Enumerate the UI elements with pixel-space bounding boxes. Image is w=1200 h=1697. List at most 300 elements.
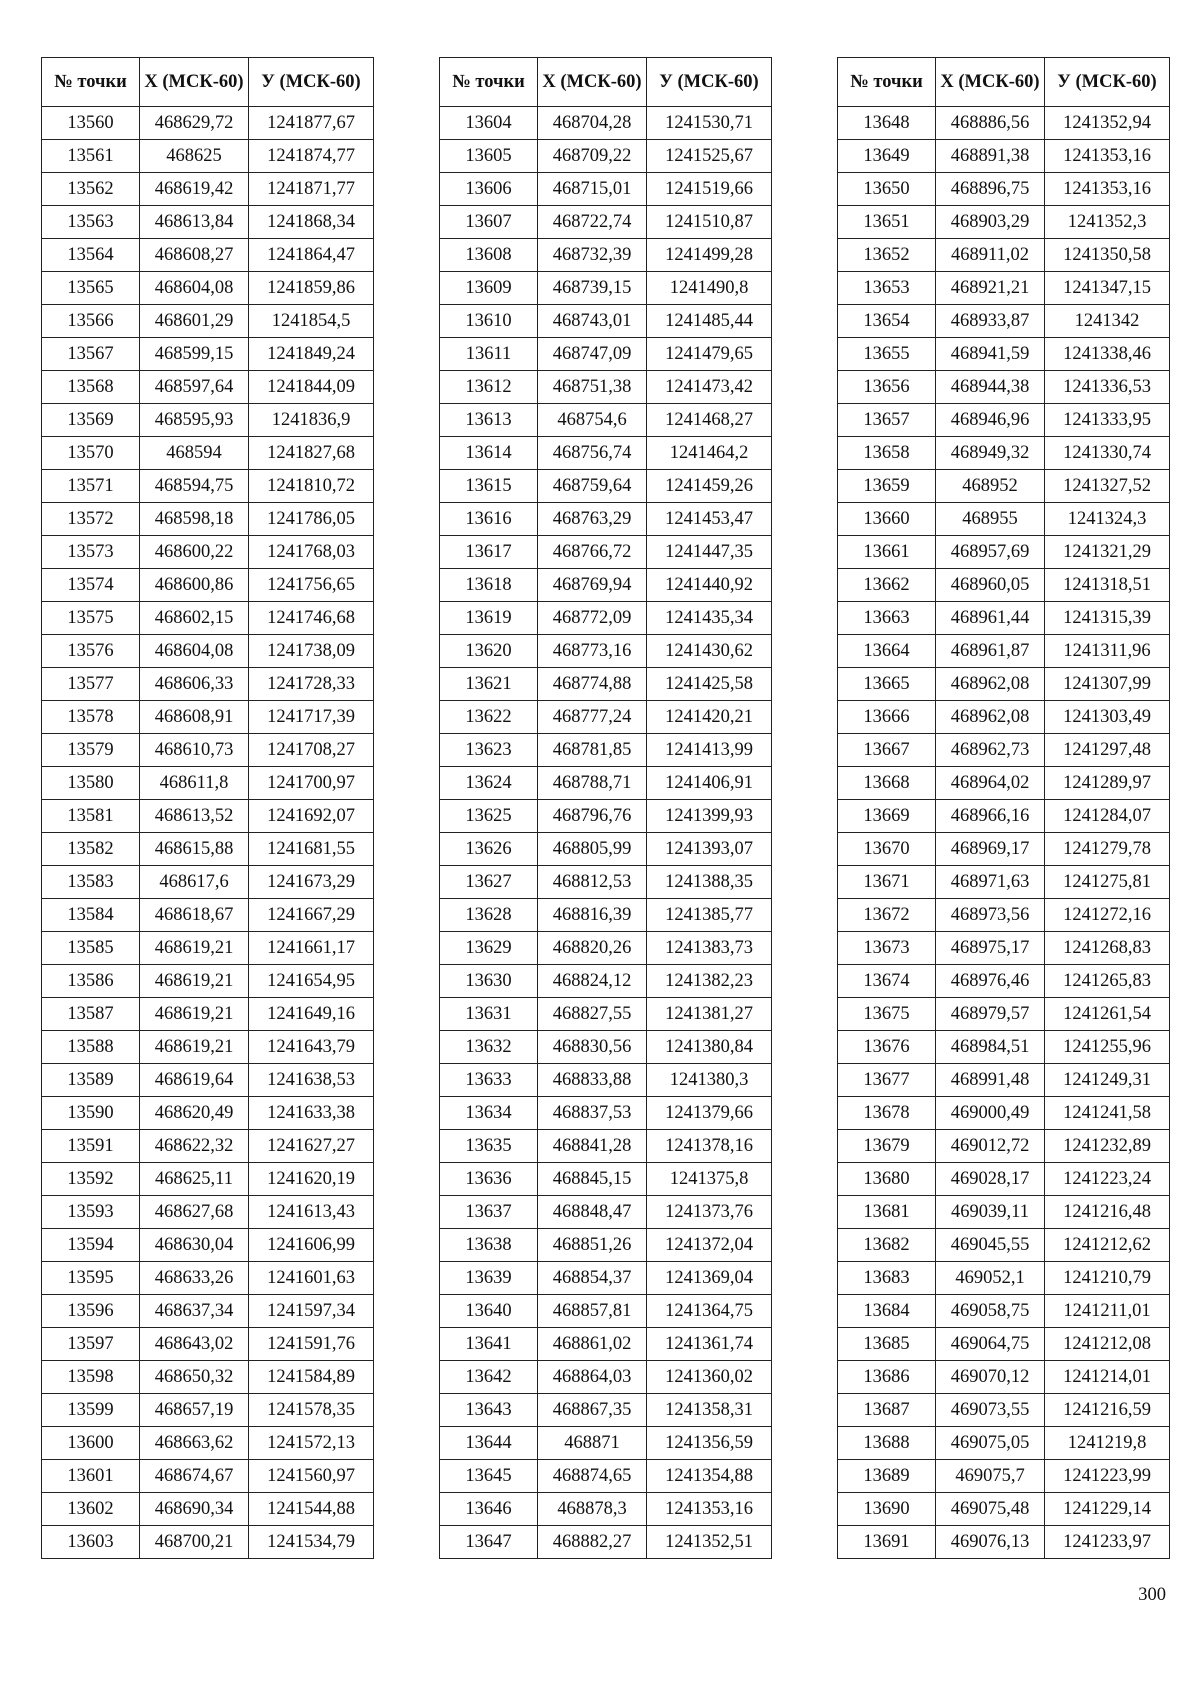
table-row	[838, 437, 1170, 470]
cell-y-coordinate: 1241233,97	[1045, 1526, 1170, 1559]
cell-y-coordinate: 1241810,72	[249, 470, 374, 503]
cell-y-coordinate: 1241572,13	[249, 1427, 374, 1460]
cell-y-coordinate: 1241868,34	[249, 206, 374, 239]
table-row	[440, 1295, 772, 1328]
cell-y-coordinate: 1241352,94	[1045, 107, 1170, 140]
cell-point-number: 13560	[42, 107, 140, 140]
table-row	[440, 1394, 772, 1427]
cell-point-number: 13602	[42, 1493, 140, 1526]
cell-point-number: 13634	[440, 1097, 538, 1130]
table-row	[42, 1295, 374, 1328]
cell-point-number: 13677	[838, 1064, 936, 1097]
cell-point-number: 13655	[838, 338, 936, 371]
table-row	[42, 800, 374, 833]
cell-point-number: 13664	[838, 635, 936, 668]
cell-point-number: 13606	[440, 173, 538, 206]
cell-point-number: 13671	[838, 866, 936, 899]
cell-point-number: 13686	[838, 1361, 936, 1394]
cell-x-coordinate: 468833,88	[538, 1064, 647, 1097]
cell-point-number: 13684	[838, 1295, 936, 1328]
cell-x-coordinate: 468619,21	[140, 998, 249, 1031]
cell-point-number: 13680	[838, 1163, 936, 1196]
cell-y-coordinate: 1241638,53	[249, 1064, 374, 1097]
cell-y-coordinate: 1241378,16	[647, 1130, 772, 1163]
cell-x-coordinate: 468952	[936, 470, 1045, 503]
table-row	[440, 734, 772, 767]
table-header-row	[440, 58, 772, 107]
table-row	[42, 569, 374, 602]
cell-y-coordinate: 1241297,48	[1045, 734, 1170, 767]
cell-point-number: 13585	[42, 932, 140, 965]
cell-y-coordinate: 1241717,39	[249, 701, 374, 734]
cell-x-coordinate: 469076,13	[936, 1526, 1045, 1559]
table-row	[42, 371, 374, 404]
table-row	[42, 305, 374, 338]
table-row	[440, 470, 772, 503]
table-row	[440, 437, 772, 470]
cell-x-coordinate: 468944,38	[936, 371, 1045, 404]
table-row	[440, 140, 772, 173]
table-row	[838, 602, 1170, 635]
cell-y-coordinate: 1241643,79	[249, 1031, 374, 1064]
table-row	[838, 404, 1170, 437]
table-row	[42, 1361, 374, 1394]
cell-x-coordinate: 468966,16	[936, 800, 1045, 833]
cell-x-coordinate: 468608,27	[140, 239, 249, 272]
cell-point-number: 13625	[440, 800, 538, 833]
cell-x-coordinate: 468896,75	[936, 173, 1045, 206]
cell-point-number: 13622	[440, 701, 538, 734]
table-row	[838, 338, 1170, 371]
cell-point-number: 13620	[440, 635, 538, 668]
table-row	[838, 767, 1170, 800]
cell-point-number: 13615	[440, 470, 538, 503]
table-row	[440, 668, 772, 701]
cell-point-number: 13568	[42, 371, 140, 404]
cell-point-number: 13689	[838, 1460, 936, 1493]
cell-y-coordinate: 1241519,66	[647, 173, 772, 206]
table-row	[838, 998, 1170, 1031]
coordinates-table-3	[837, 57, 1170, 1559]
cell-point-number: 13651	[838, 206, 936, 239]
cell-y-coordinate: 1241399,93	[647, 800, 772, 833]
cell-y-coordinate: 1241311,96	[1045, 635, 1170, 668]
table-row	[42, 1493, 374, 1526]
cell-y-coordinate: 1241229,14	[1045, 1493, 1170, 1526]
table-row	[440, 1361, 772, 1394]
cell-x-coordinate: 468961,44	[936, 602, 1045, 635]
cell-x-coordinate: 468619,21	[140, 965, 249, 998]
cell-point-number: 13636	[440, 1163, 538, 1196]
cell-point-number: 13661	[838, 536, 936, 569]
cell-x-coordinate: 468971,63	[936, 866, 1045, 899]
cell-x-coordinate: 468618,67	[140, 899, 249, 932]
cell-y-coordinate: 1241284,07	[1045, 800, 1170, 833]
cell-x-coordinate: 468613,52	[140, 800, 249, 833]
table-row	[42, 140, 374, 173]
cell-y-coordinate: 1241214,01	[1045, 1361, 1170, 1394]
cell-point-number: 13597	[42, 1328, 140, 1361]
cell-point-number: 13574	[42, 569, 140, 602]
cell-point-number: 13583	[42, 866, 140, 899]
cell-point-number: 13643	[440, 1394, 538, 1427]
cell-x-coordinate: 468962,08	[936, 668, 1045, 701]
cell-x-coordinate: 468961,87	[936, 635, 1045, 668]
table-row	[42, 767, 374, 800]
cell-y-coordinate: 1241336,53	[1045, 371, 1170, 404]
cell-y-coordinate: 1241578,35	[249, 1394, 374, 1427]
cell-x-coordinate: 468976,46	[936, 965, 1045, 998]
cell-x-coordinate: 468715,01	[538, 173, 647, 206]
cell-y-coordinate: 1241342	[1045, 305, 1170, 338]
cell-y-coordinate: 1241385,77	[647, 899, 772, 932]
cell-y-coordinate: 1241356,59	[647, 1427, 772, 1460]
cell-x-coordinate: 468820,26	[538, 932, 647, 965]
table-row	[440, 173, 772, 206]
cell-x-coordinate: 468674,67	[140, 1460, 249, 1493]
cell-x-coordinate: 468722,74	[538, 206, 647, 239]
cell-y-coordinate: 1241338,46	[1045, 338, 1170, 371]
cell-y-coordinate: 1241746,68	[249, 602, 374, 635]
cell-y-coordinate: 1241212,08	[1045, 1328, 1170, 1361]
cell-point-number: 13593	[42, 1196, 140, 1229]
cell-y-coordinate: 1241315,39	[1045, 602, 1170, 635]
header-point-number: № точки	[838, 58, 936, 107]
cell-y-coordinate: 1241241,58	[1045, 1097, 1170, 1130]
cell-x-coordinate: 468861,02	[538, 1328, 647, 1361]
cell-point-number: 13632	[440, 1031, 538, 1064]
cell-point-number: 13610	[440, 305, 538, 338]
cell-point-number: 13590	[42, 1097, 140, 1130]
cell-point-number: 13650	[838, 173, 936, 206]
cell-y-coordinate: 1241373,76	[647, 1196, 772, 1229]
cell-point-number: 13591	[42, 1130, 140, 1163]
cell-point-number: 13630	[440, 965, 538, 998]
cell-point-number: 13617	[440, 536, 538, 569]
cell-x-coordinate: 468739,15	[538, 272, 647, 305]
cell-y-coordinate: 1241279,78	[1045, 833, 1170, 866]
table-row	[440, 1064, 772, 1097]
table-row	[42, 1427, 374, 1460]
cell-x-coordinate: 468984,51	[936, 1031, 1045, 1064]
cell-point-number: 13669	[838, 800, 936, 833]
cell-y-coordinate: 1241232,89	[1045, 1130, 1170, 1163]
table-row	[440, 800, 772, 833]
cell-x-coordinate: 469064,75	[936, 1328, 1045, 1361]
table-row	[440, 635, 772, 668]
cell-y-coordinate: 1241352,51	[647, 1526, 772, 1559]
cell-point-number: 13660	[838, 503, 936, 536]
cell-point-number: 13623	[440, 734, 538, 767]
cell-point-number: 13603	[42, 1526, 140, 1559]
cell-y-coordinate: 1241692,07	[249, 800, 374, 833]
cell-point-number: 13567	[42, 338, 140, 371]
cell-y-coordinate: 1241786,05	[249, 503, 374, 536]
cell-y-coordinate: 1241560,97	[249, 1460, 374, 1493]
cell-x-coordinate: 468604,08	[140, 635, 249, 668]
table-row	[42, 668, 374, 701]
cell-point-number: 13579	[42, 734, 140, 767]
table-row	[440, 1493, 772, 1526]
table-row	[838, 1328, 1170, 1361]
table-row	[838, 1361, 1170, 1394]
table-row	[42, 239, 374, 272]
table-row	[440, 338, 772, 371]
cell-y-coordinate: 1241510,87	[647, 206, 772, 239]
cell-x-coordinate: 468643,02	[140, 1328, 249, 1361]
table-row	[440, 833, 772, 866]
cell-y-coordinate: 1241681,55	[249, 833, 374, 866]
cell-y-coordinate: 1241447,35	[647, 536, 772, 569]
cell-x-coordinate: 468598,18	[140, 503, 249, 536]
table-row	[440, 866, 772, 899]
cell-y-coordinate: 1241324,3	[1045, 503, 1170, 536]
cell-x-coordinate: 468619,64	[140, 1064, 249, 1097]
cell-x-coordinate: 468960,05	[936, 569, 1045, 602]
cell-y-coordinate: 1241844,09	[249, 371, 374, 404]
cell-x-coordinate: 468619,21	[140, 932, 249, 965]
table-row	[838, 668, 1170, 701]
cell-x-coordinate: 468625	[140, 140, 249, 173]
cell-y-coordinate: 1241673,29	[249, 866, 374, 899]
cell-point-number: 13595	[42, 1262, 140, 1295]
table-row	[838, 701, 1170, 734]
cell-x-coordinate: 468627,68	[140, 1196, 249, 1229]
cell-y-coordinate: 1241700,97	[249, 767, 374, 800]
table-row	[838, 833, 1170, 866]
cell-y-coordinate: 1241854,5	[249, 305, 374, 338]
table-row	[440, 1031, 772, 1064]
cell-x-coordinate: 468600,86	[140, 569, 249, 602]
table-row	[838, 965, 1170, 998]
cell-point-number: 13578	[42, 701, 140, 734]
cell-x-coordinate: 468663,62	[140, 1427, 249, 1460]
cell-point-number: 13649	[838, 140, 936, 173]
cell-x-coordinate: 468766,72	[538, 536, 647, 569]
cell-x-coordinate: 468608,91	[140, 701, 249, 734]
cell-x-coordinate: 468610,73	[140, 734, 249, 767]
table-row	[440, 602, 772, 635]
cell-x-coordinate: 469075,7	[936, 1460, 1045, 1493]
cell-point-number: 13561	[42, 140, 140, 173]
cell-point-number: 13665	[838, 668, 936, 701]
cell-point-number: 13648	[838, 107, 936, 140]
cell-x-coordinate: 468774,88	[538, 668, 647, 701]
cell-point-number: 13572	[42, 503, 140, 536]
cell-x-coordinate: 468594,75	[140, 470, 249, 503]
table-row	[838, 569, 1170, 602]
table-row	[838, 734, 1170, 767]
page-number: 300	[1138, 1585, 1166, 1605]
cell-point-number: 13604	[440, 107, 538, 140]
table-row	[838, 206, 1170, 239]
cell-y-coordinate: 1241649,16	[249, 998, 374, 1031]
cell-y-coordinate: 1241584,89	[249, 1361, 374, 1394]
table-row	[42, 1328, 374, 1361]
cell-x-coordinate: 468600,22	[140, 536, 249, 569]
cell-x-coordinate: 468620,49	[140, 1097, 249, 1130]
table-row	[440, 998, 772, 1031]
table-row	[42, 998, 374, 1031]
table-row	[42, 503, 374, 536]
cell-point-number: 13654	[838, 305, 936, 338]
cell-x-coordinate: 468845,15	[538, 1163, 647, 1196]
cell-y-coordinate: 1241627,27	[249, 1130, 374, 1163]
table-row	[42, 1460, 374, 1493]
cell-point-number: 13645	[440, 1460, 538, 1493]
cell-point-number: 13582	[42, 833, 140, 866]
cell-x-coordinate: 468690,34	[140, 1493, 249, 1526]
cell-x-coordinate: 468969,17	[936, 833, 1045, 866]
table-row	[838, 635, 1170, 668]
cell-y-coordinate: 1241333,95	[1045, 404, 1170, 437]
cell-x-coordinate: 468824,12	[538, 965, 647, 998]
cell-x-coordinate: 468903,29	[936, 206, 1045, 239]
cell-y-coordinate: 1241601,63	[249, 1262, 374, 1295]
cell-point-number: 13631	[440, 998, 538, 1031]
cell-point-number: 13667	[838, 734, 936, 767]
cell-y-coordinate: 1241874,77	[249, 140, 374, 173]
table-row	[838, 140, 1170, 173]
table-row	[42, 470, 374, 503]
table-row	[440, 107, 772, 140]
cell-point-number: 13652	[838, 239, 936, 272]
cell-point-number: 13570	[42, 437, 140, 470]
cell-x-coordinate: 469000,49	[936, 1097, 1045, 1130]
table-row	[838, 1196, 1170, 1229]
cell-point-number: 13608	[440, 239, 538, 272]
cell-y-coordinate: 1241597,34	[249, 1295, 374, 1328]
table-row	[440, 1163, 772, 1196]
cell-x-coordinate: 468816,39	[538, 899, 647, 932]
cell-x-coordinate: 468619,42	[140, 173, 249, 206]
cell-point-number: 13569	[42, 404, 140, 437]
cell-y-coordinate: 1241361,74	[647, 1328, 772, 1361]
cell-point-number: 13601	[42, 1460, 140, 1493]
table-header-row	[42, 58, 374, 107]
table-row	[42, 932, 374, 965]
cell-y-coordinate: 1241864,47	[249, 239, 374, 272]
table-row	[42, 1064, 374, 1097]
cell-x-coordinate: 468637,34	[140, 1295, 249, 1328]
table-row	[440, 1526, 772, 1559]
table-row	[838, 1295, 1170, 1328]
cell-point-number: 13646	[440, 1493, 538, 1526]
cell-point-number: 13635	[440, 1130, 538, 1163]
cell-y-coordinate: 1241330,74	[1045, 437, 1170, 470]
cell-y-coordinate: 1241289,97	[1045, 767, 1170, 800]
table-row	[42, 173, 374, 206]
cell-x-coordinate: 468962,73	[936, 734, 1045, 767]
cell-point-number: 13616	[440, 503, 538, 536]
cell-x-coordinate: 468751,38	[538, 371, 647, 404]
table-row	[42, 899, 374, 932]
cell-point-number: 13624	[440, 767, 538, 800]
table-row	[838, 899, 1170, 932]
table-row	[440, 1130, 772, 1163]
cell-y-coordinate: 1241859,86	[249, 272, 374, 305]
cell-y-coordinate: 1241353,16	[647, 1493, 772, 1526]
table-row	[42, 1526, 374, 1559]
cell-x-coordinate: 468788,71	[538, 767, 647, 800]
cell-y-coordinate: 1241307,99	[1045, 668, 1170, 701]
cell-x-coordinate: 468747,09	[538, 338, 647, 371]
cell-point-number: 13641	[440, 1328, 538, 1361]
cell-y-coordinate: 1241223,24	[1045, 1163, 1170, 1196]
cell-x-coordinate: 469070,12	[936, 1361, 1045, 1394]
table-row	[440, 1097, 772, 1130]
cell-y-coordinate: 1241318,51	[1045, 569, 1170, 602]
cell-y-coordinate: 1241420,21	[647, 701, 772, 734]
cell-point-number: 13587	[42, 998, 140, 1031]
cell-x-coordinate: 468622,32	[140, 1130, 249, 1163]
cell-x-coordinate: 468769,94	[538, 569, 647, 602]
cell-x-coordinate: 468601,29	[140, 305, 249, 338]
cell-x-coordinate: 468837,53	[538, 1097, 647, 1130]
cell-x-coordinate: 469045,55	[936, 1229, 1045, 1262]
cell-x-coordinate: 468709,22	[538, 140, 647, 173]
cell-x-coordinate: 468921,21	[936, 272, 1045, 305]
cell-y-coordinate: 1241383,73	[647, 932, 772, 965]
table-row	[440, 1328, 772, 1361]
cell-point-number: 13619	[440, 602, 538, 635]
cell-y-coordinate: 1241212,62	[1045, 1229, 1170, 1262]
cell-y-coordinate: 1241211,01	[1045, 1295, 1170, 1328]
cell-y-coordinate: 1241728,33	[249, 668, 374, 701]
cell-point-number: 13589	[42, 1064, 140, 1097]
cell-x-coordinate: 468857,81	[538, 1295, 647, 1328]
cell-x-coordinate: 468975,17	[936, 932, 1045, 965]
cell-x-coordinate: 468602,15	[140, 602, 249, 635]
header-y-coordinate: У (МСК-60)	[1045, 58, 1170, 107]
cell-x-coordinate: 468657,19	[140, 1394, 249, 1427]
table-row	[838, 1394, 1170, 1427]
table-row	[838, 800, 1170, 833]
cell-y-coordinate: 1241661,17	[249, 932, 374, 965]
cell-point-number: 13672	[838, 899, 936, 932]
cell-y-coordinate: 1241459,26	[647, 470, 772, 503]
cell-point-number: 13640	[440, 1295, 538, 1328]
cell-point-number: 13657	[838, 404, 936, 437]
cell-x-coordinate: 469075,48	[936, 1493, 1045, 1526]
table-row	[838, 1493, 1170, 1526]
cell-point-number: 13598	[42, 1361, 140, 1394]
cell-x-coordinate: 468732,39	[538, 239, 647, 272]
table-row	[440, 932, 772, 965]
cell-x-coordinate: 468604,08	[140, 272, 249, 305]
cell-point-number: 13659	[838, 470, 936, 503]
cell-point-number: 13629	[440, 932, 538, 965]
cell-y-coordinate: 1241347,15	[1045, 272, 1170, 305]
cell-point-number: 13564	[42, 239, 140, 272]
cell-point-number: 13656	[838, 371, 936, 404]
table-row	[440, 371, 772, 404]
cell-y-coordinate: 1241364,75	[647, 1295, 772, 1328]
cell-x-coordinate: 468979,57	[936, 998, 1045, 1031]
cell-y-coordinate: 1241633,38	[249, 1097, 374, 1130]
cell-y-coordinate: 1241353,16	[1045, 140, 1170, 173]
cell-point-number: 13600	[42, 1427, 140, 1460]
cell-y-coordinate: 1241261,54	[1045, 998, 1170, 1031]
cell-x-coordinate: 469039,11	[936, 1196, 1045, 1229]
cell-y-coordinate: 1241836,9	[249, 404, 374, 437]
cell-x-coordinate: 468759,64	[538, 470, 647, 503]
table-row	[838, 1064, 1170, 1097]
table-row	[42, 437, 374, 470]
header-x-coordinate: X (МСК-60)	[936, 58, 1045, 107]
cell-x-coordinate: 468629,72	[140, 107, 249, 140]
cell-point-number: 13609	[440, 272, 538, 305]
